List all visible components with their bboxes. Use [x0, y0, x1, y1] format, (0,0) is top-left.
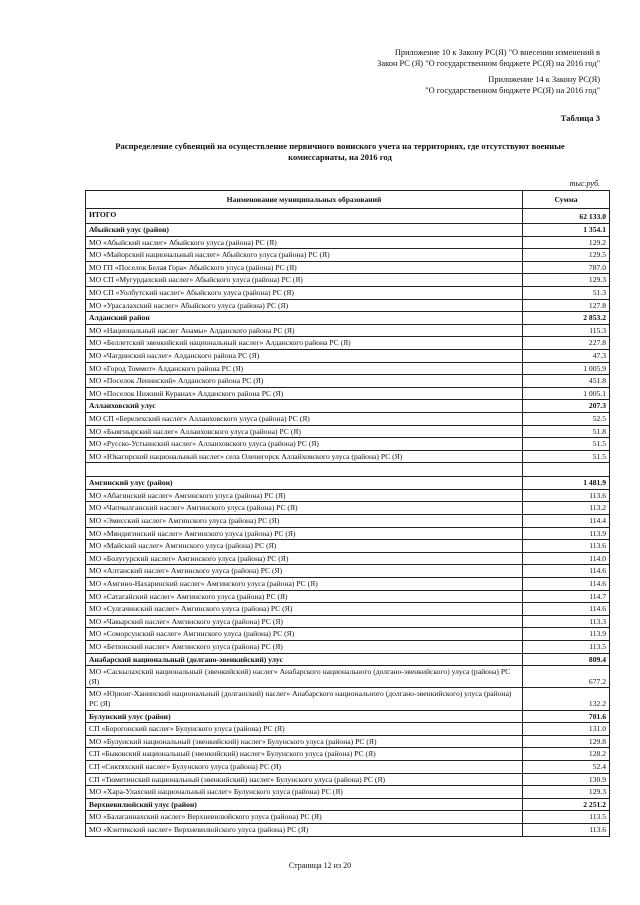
- row-name: МО «Национальный наслег Анамы» Алданского района РС (Я): [86, 324, 523, 337]
- row-name: Анабарский национальный (долгано-эвенкийский) улус: [86, 653, 523, 666]
- row-name: МО ГП «Поселок Белая Гора» Абыйского улуса (района) РС (Я): [86, 261, 523, 274]
- table-row: [86, 786, 610, 799]
- row-name: МО «Урасалахский наслег» Абыйского улуса (района) РС (Я): [86, 299, 523, 312]
- row-name: МО «Майорский национальный наслег» Абыйского улуса (района) РС (Я): [86, 249, 523, 262]
- table-row: [86, 412, 610, 425]
- table-row: [86, 286, 610, 299]
- page-footer: Страница 12 из 20: [288, 861, 352, 870]
- row-sum: 113.5: [523, 641, 610, 654]
- row-name: МО «Сулгачинский наслег» Амгинского улуса (района) РС (Я): [86, 603, 523, 616]
- table-group-row: [86, 224, 610, 237]
- row-name: ИТОГО: [86, 209, 523, 224]
- row-name: МО «Саскылахский национальный (эвенкийский) наслег» Анабарского национального (долгано-эвенкийского) улуса (района) РС (Я): [86, 666, 523, 688]
- table-row: [86, 723, 610, 736]
- row-sum: 701.6: [523, 710, 610, 723]
- row-name: МО «Амгино-Нахаринский наслег» Амгинского улуса (района) РС (Я): [86, 578, 523, 591]
- row-name: МО «Булунский национальный (эвенкийский) наслег» Булунского улуса (района) РС (Я): [86, 735, 523, 748]
- row-sum: 677.2: [523, 666, 610, 688]
- table-row: [86, 387, 610, 400]
- table-row: [86, 299, 610, 312]
- row-sum: 113.6: [523, 489, 610, 502]
- table-row: [86, 688, 610, 710]
- appendix-14-line: "О государственном бюджете РС(Я) на 2016 год": [425, 86, 600, 95]
- row-name: МО «Чапчылганский наслег» Амгинского улуса (района) РС (Я): [86, 502, 523, 515]
- row-sum: 114.0: [523, 552, 610, 565]
- table-header-row: [86, 191, 610, 209]
- table-row: [86, 641, 610, 654]
- table-row: [86, 362, 610, 375]
- row-sum: 113.3: [523, 615, 610, 628]
- table-row: [86, 515, 610, 528]
- row-sum: 113.6: [523, 823, 610, 836]
- row-name: СП «Борогонский наслег» Булунского улуса (района) РС (Я): [86, 723, 523, 736]
- table-row: [86, 603, 610, 616]
- row-sum: 113.6: [523, 540, 610, 553]
- table-row: [86, 773, 610, 786]
- table-row: [86, 375, 610, 388]
- row-sum: 1 005.9: [523, 362, 610, 375]
- row-sum: 129.3: [523, 274, 610, 287]
- row-name: МО «Чагдинский наслег» Алданского района РС (Я): [86, 349, 523, 362]
- row-sum: 132.2: [523, 688, 610, 710]
- row-name: МО «Бетюнский наслег» Амгинского улуса (района) РС (Я): [86, 641, 523, 654]
- table-group-row: [86, 710, 610, 723]
- table-row: [86, 760, 610, 773]
- row-sum: 129.8: [523, 735, 610, 748]
- table-row: [86, 552, 610, 565]
- row-name: МО «Абыйский наслег» Абыйского улуса (района) РС (Я): [86, 236, 523, 249]
- row-sum: 62 133.0: [523, 209, 610, 224]
- appendix-10-line: Закон РС (Я) "О государственном бюджете РС(Я) на 2016 год": [377, 59, 600, 68]
- appendix-14-line: Приложение 14 к Закону РС(Я): [488, 75, 600, 84]
- table-row: [86, 565, 610, 578]
- row-sum: 128.2: [523, 748, 610, 761]
- row-sum: 51.5: [523, 450, 610, 463]
- row-name: МО «Поселок Нижний Куранах» Алданского района РС (Я): [86, 387, 523, 400]
- table-group-row: [86, 653, 610, 666]
- row-name: Алданский район: [86, 312, 523, 325]
- table-row: [86, 438, 610, 451]
- row-name: МО «Мяндигинский наслег» Амгинского улуса (района) РС (Я): [86, 527, 523, 540]
- table-group-row: [86, 400, 610, 413]
- row-name: СП «Быковский национальный (эвенкийский) наслег» Булунского улуса (района) РС (Я): [86, 748, 523, 761]
- appendix-10-note: [377, 47, 600, 69]
- row-sum: 451.8: [523, 375, 610, 388]
- row-sum: 51.8: [523, 425, 610, 438]
- row-name: МО «Чакырский наслег» Амгинского улуса (района) РС (Я): [86, 615, 523, 628]
- table-row: [86, 274, 610, 287]
- row-name: Верхневилюйский улус (район): [86, 798, 523, 811]
- row-sum: 52.4: [523, 760, 610, 773]
- row-sum: 129.3: [523, 786, 610, 799]
- table-row: [86, 540, 610, 553]
- table-row: [86, 748, 610, 761]
- table-row: [86, 811, 610, 824]
- row-name: МО «Юрюнг-Ханинский национальный (долганский) наслег» Анабарского национального (долгано-эвенкийского) улуса (района) РС (Я): [86, 688, 523, 710]
- subvention-table: [85, 190, 610, 837]
- table-row: [86, 823, 610, 836]
- row-name: МО «Эмисский наслег» Амгинского улуса (района) РС (Я): [86, 515, 523, 528]
- column-header-sum: Сумма: [523, 191, 610, 209]
- row-sum: 113.2: [523, 502, 610, 515]
- row-name: МО «Сатагайский наслег» Амгинского улуса (района) РС (Я): [86, 590, 523, 603]
- row-sum: 227.8: [523, 337, 610, 350]
- row-name: МО «Балаганнахский наслег» Верхневилюйского улуса (района) РС (Я): [86, 811, 523, 824]
- row-sum: 130.9: [523, 773, 610, 786]
- row-sum: 1 005.1: [523, 387, 610, 400]
- row-sum: 114.4: [523, 515, 610, 528]
- table-row: [86, 337, 610, 350]
- row-name: МО «Абагинский наслег» Амгинского улуса (района) РС (Я): [86, 489, 523, 502]
- row-name: МО «Русско-Устьинский наслег» Аллаиховского улуса (района) РС (Я): [86, 438, 523, 451]
- row-sum: 2 853.2: [523, 312, 610, 325]
- row-sum: 114.6: [523, 565, 610, 578]
- row-name: МО СП «Уолбутский наслег» Абыйского улуса (района) РС (Я): [86, 286, 523, 299]
- appendix-14-note: [425, 74, 600, 96]
- table-row: [86, 261, 610, 274]
- table-row: [86, 324, 610, 337]
- row-name: МО «Алтанский наслег» Амгинского улуса (района) РС (Я): [86, 565, 523, 578]
- row-name: МО СП «Берелехский наслег» Аллаиховского улуса (района) РС (Я): [86, 412, 523, 425]
- row-sum: 787.0: [523, 261, 610, 274]
- table-group-row: [86, 798, 610, 811]
- row-sum: 131.0: [523, 723, 610, 736]
- row-name: МО «Кэнтикский наслег» Верхневилюйского улуса (района) РС (Я): [86, 823, 523, 836]
- row-name: МО «Быягнырский наслег» Аллаиховского улуса (района) РС (Я): [86, 425, 523, 438]
- row-name: Аллаиховский улус: [86, 400, 523, 413]
- appendix-10-line: Приложение 10 к Закону РС(Я) "О внесении изменений в: [394, 48, 600, 57]
- row-sum: 113.5: [523, 811, 610, 824]
- row-sum: 127.8: [523, 299, 610, 312]
- row-sum: 114.6: [523, 603, 610, 616]
- row-sum: 1 354.1: [523, 224, 610, 237]
- row-name: МО «Город Томмот» Алданского района РС (Я): [86, 362, 523, 375]
- table-row: [86, 615, 610, 628]
- row-sum: 115.3: [523, 324, 610, 337]
- table-row: [86, 578, 610, 591]
- row-name: МО «Беллетский эвенкийский национальный наслег» Алданского района РС (Я): [86, 337, 523, 350]
- table-group-row: [86, 312, 610, 325]
- table-label: Таблица 3: [560, 113, 600, 123]
- table-row: [86, 666, 610, 688]
- table-group-row: [86, 209, 610, 224]
- row-sum: 47.3: [523, 349, 610, 362]
- row-sum: 129.2: [523, 236, 610, 249]
- row-sum: 809.4: [523, 653, 610, 666]
- row-sum: 51.3: [523, 286, 610, 299]
- row-sum: [523, 463, 610, 477]
- row-name: МО «Хара-Улахский национальный наслег» Булунского улуса (района) РС (Я): [86, 786, 523, 799]
- row-sum: 1 481.9: [523, 477, 610, 490]
- row-name: МО «Юкагирский национальный наслег» села Оленегорск Аллайховского улуса (района) РС (Я): [86, 450, 523, 463]
- row-name: [86, 463, 523, 477]
- document-title: Распределение субвенций на осуществление первичного воинского учета на территориях, где отсутствуют военные комиссариаты, на 2016 год: [115, 141, 565, 162]
- row-name: Амгинский улус (район): [86, 477, 523, 490]
- row-sum: 114.7: [523, 590, 610, 603]
- table-group-row: [86, 477, 610, 490]
- row-name: МО «Поселок Ленинский» Алданского района РС (Я): [86, 375, 523, 388]
- table-row: [86, 349, 610, 362]
- table-row: [86, 628, 610, 641]
- table-row: [86, 249, 610, 262]
- table-row: [86, 735, 610, 748]
- row-sum: 2 251.2: [523, 798, 610, 811]
- table-row: [86, 527, 610, 540]
- table-row: [86, 590, 610, 603]
- table-row: [86, 425, 610, 438]
- row-name: Абыйский улус (район): [86, 224, 523, 237]
- row-name: МО «Соморсунский наслег» Амгинского улуса (района) РС (Я): [86, 628, 523, 641]
- table-row: [86, 450, 610, 463]
- table-spacer-row: [86, 463, 610, 477]
- row-sum: 114.6: [523, 578, 610, 591]
- row-sum: 113.9: [523, 628, 610, 641]
- row-name: СП «Сиктяхский наслег» Булунского улуса (района) РС (Я): [86, 760, 523, 773]
- table-row: [86, 489, 610, 502]
- table-row: [86, 236, 610, 249]
- row-sum: 51.5: [523, 438, 610, 451]
- row-name: МО «Майский наслег» Амгинского улуса (района) РС (Я): [86, 540, 523, 553]
- row-name: Булунский улус (район): [86, 710, 523, 723]
- row-name: СП «Тюметинский национальный (эвенкийский) наслег» Булунского улуса (района) РС (Я): [86, 773, 523, 786]
- row-name: МО «Болугурский наслег» Амгинского улуса (района) РС (Я): [86, 552, 523, 565]
- row-sum: 52.5: [523, 412, 610, 425]
- row-name: МО СП «Мугурдахский наслег» Абыйского улуса (района) РС (Я): [86, 274, 523, 287]
- row-sum: 207.3: [523, 400, 610, 413]
- units-label: тыс.руб.: [569, 179, 600, 188]
- row-sum: 129.5: [523, 249, 610, 262]
- table-row: [86, 502, 610, 515]
- column-header-name: Наименование муниципальных образований: [86, 191, 523, 209]
- row-sum: 113.9: [523, 527, 610, 540]
